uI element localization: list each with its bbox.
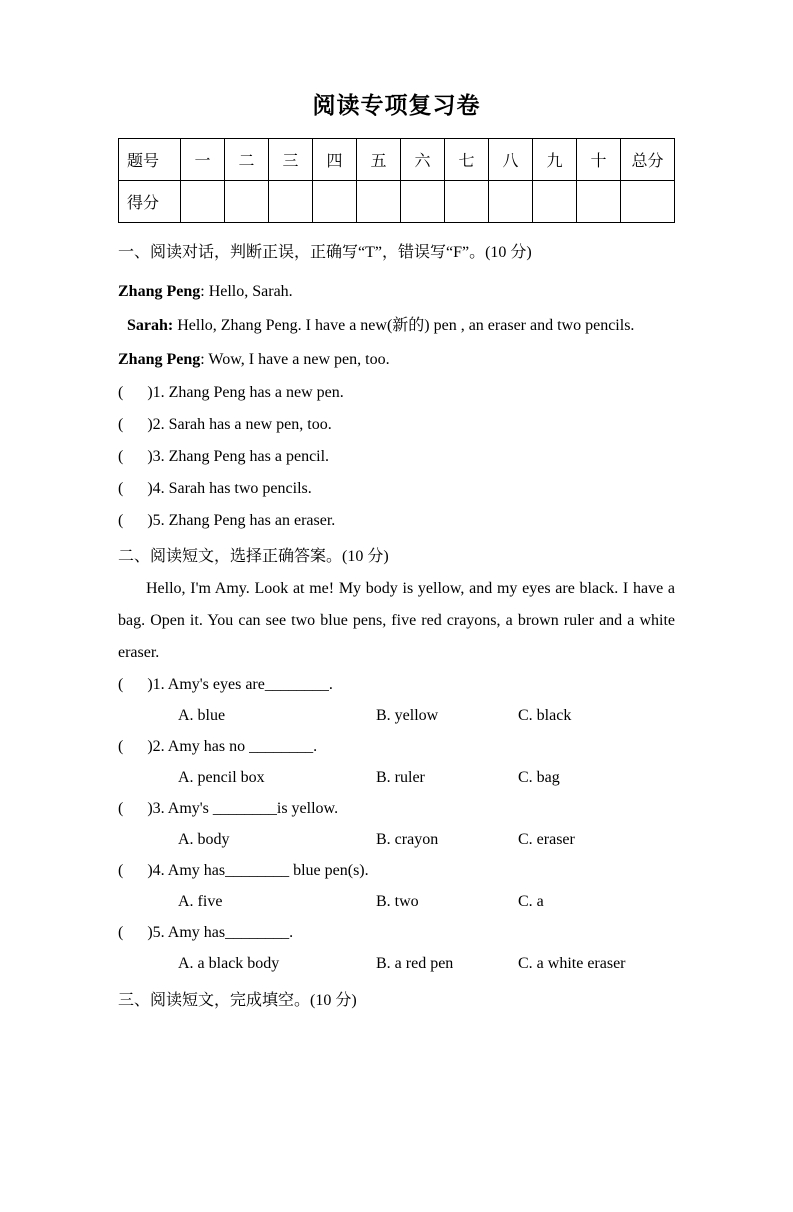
mc-option: B. ruler: [376, 769, 425, 786]
score-cell: [489, 181, 533, 223]
mc-option: C. bag: [518, 769, 560, 786]
column-header: 二: [225, 139, 269, 181]
column-header: 八: [489, 139, 533, 181]
mc-question-stem: ( )2. Amy has no ________.: [118, 738, 318, 755]
mc-option-row: [178, 762, 675, 793]
mc-question-stem: ( )3. Amy's ________is yellow.: [118, 800, 339, 817]
dialog-text: : Hello, Sarah.: [200, 283, 293, 300]
score-cell: [577, 181, 621, 223]
mc-option-row: [178, 948, 675, 979]
dialog-line: [118, 343, 675, 377]
speaker-name: Zhang Peng: [118, 351, 201, 368]
score-cell: [313, 181, 357, 223]
mc-question-stem: ( )4. Amy has________ blue pen(s).: [118, 862, 369, 879]
column-header-total: 总分: [621, 139, 675, 181]
score-table: [118, 138, 675, 223]
dialog-text: Hello, Zhang Peng. I have a new(新的) pen , an eraser and two pencils.: [173, 317, 635, 334]
mc-option-row: [178, 824, 675, 855]
column-header: 十: [577, 139, 621, 181]
speaker-name: Sarah:: [127, 317, 174, 334]
mc-option: A. blue: [178, 707, 226, 724]
score-table-header-row: [119, 139, 675, 181]
mc-option: A. five: [178, 893, 223, 910]
score-cell: [533, 181, 577, 223]
tf-question-list: [118, 377, 675, 537]
exam-page: [118, 90, 675, 1017]
column-header: 七: [445, 139, 489, 181]
column-header: 四: [313, 139, 357, 181]
mc-option: B. crayon: [376, 831, 439, 848]
score-cell: [401, 181, 445, 223]
mc-option: B. two: [376, 893, 419, 910]
mc-question-stem: ( )5. Amy has________.: [118, 924, 294, 941]
tf-question: ( )3. Zhang Peng has a pencil.: [118, 448, 330, 465]
score-cell: [181, 181, 225, 223]
score-cell: [269, 181, 313, 223]
score-cell: [445, 181, 489, 223]
mc-option: A. body: [178, 831, 230, 848]
dialog-text: : Wow, I have a new pen, too.: [200, 351, 390, 368]
score-table-score-row: [119, 181, 675, 223]
tf-question: ( )4. Sarah has two pencils.: [118, 480, 312, 497]
tf-question: ( )5. Zhang Peng has an eraser.: [118, 512, 336, 529]
section2-heading: 二、阅读短文，选择正确答案。(10 分): [118, 548, 389, 565]
mc-option: A. a black body: [178, 955, 280, 972]
column-header: 五: [357, 139, 401, 181]
mc-question-stem: ( )1. Amy's eyes are________.: [118, 676, 333, 693]
column-header: 六: [401, 139, 445, 181]
tf-question: ( )2. Sarah has a new pen, too.: [118, 416, 332, 433]
question-number-label: 题号: [119, 139, 181, 181]
mc-option: C. a: [518, 893, 544, 910]
mc-option: C. eraser: [518, 831, 575, 848]
section3-heading: 三、阅读短文，完成填空。(10 分): [118, 992, 357, 1009]
tf-question: ( )1. Zhang Peng has a new pen.: [118, 384, 344, 401]
dialog: [118, 275, 675, 377]
dialog-line: [118, 309, 675, 343]
mc-question-list: [118, 669, 675, 979]
mc-option: C. black: [518, 707, 572, 724]
column-header: 一: [181, 139, 225, 181]
mc-option: B. a red pen: [376, 955, 454, 972]
mc-option-row: [178, 700, 675, 731]
column-header: 九: [533, 139, 577, 181]
column-header: 三: [269, 139, 313, 181]
page-title: 阅读专项复习卷: [312, 92, 481, 118]
reading-passage: Hello, I'm Amy. Look at me! My body is yellow, and my eyes are black. I have a bag. Open it. You can see two blue pens, five red crayons, a brown ruler and a white eraser.: [118, 580, 675, 661]
section1-heading: 一、阅读对话，判断正误，正确写“T”，错误写“F”。(10 分): [118, 244, 532, 261]
mc-option: A. pencil box: [178, 769, 265, 786]
score-cell: [357, 181, 401, 223]
mc-option-row: [178, 886, 675, 917]
score-cell-total: [621, 181, 675, 223]
speaker-name: Zhang Peng: [118, 283, 201, 300]
score-cell: [225, 181, 269, 223]
mc-option: C. a white eraser: [518, 955, 626, 972]
dialog-line: [118, 275, 675, 309]
mc-option: B. yellow: [376, 707, 439, 724]
score-label: 得分: [119, 181, 181, 223]
